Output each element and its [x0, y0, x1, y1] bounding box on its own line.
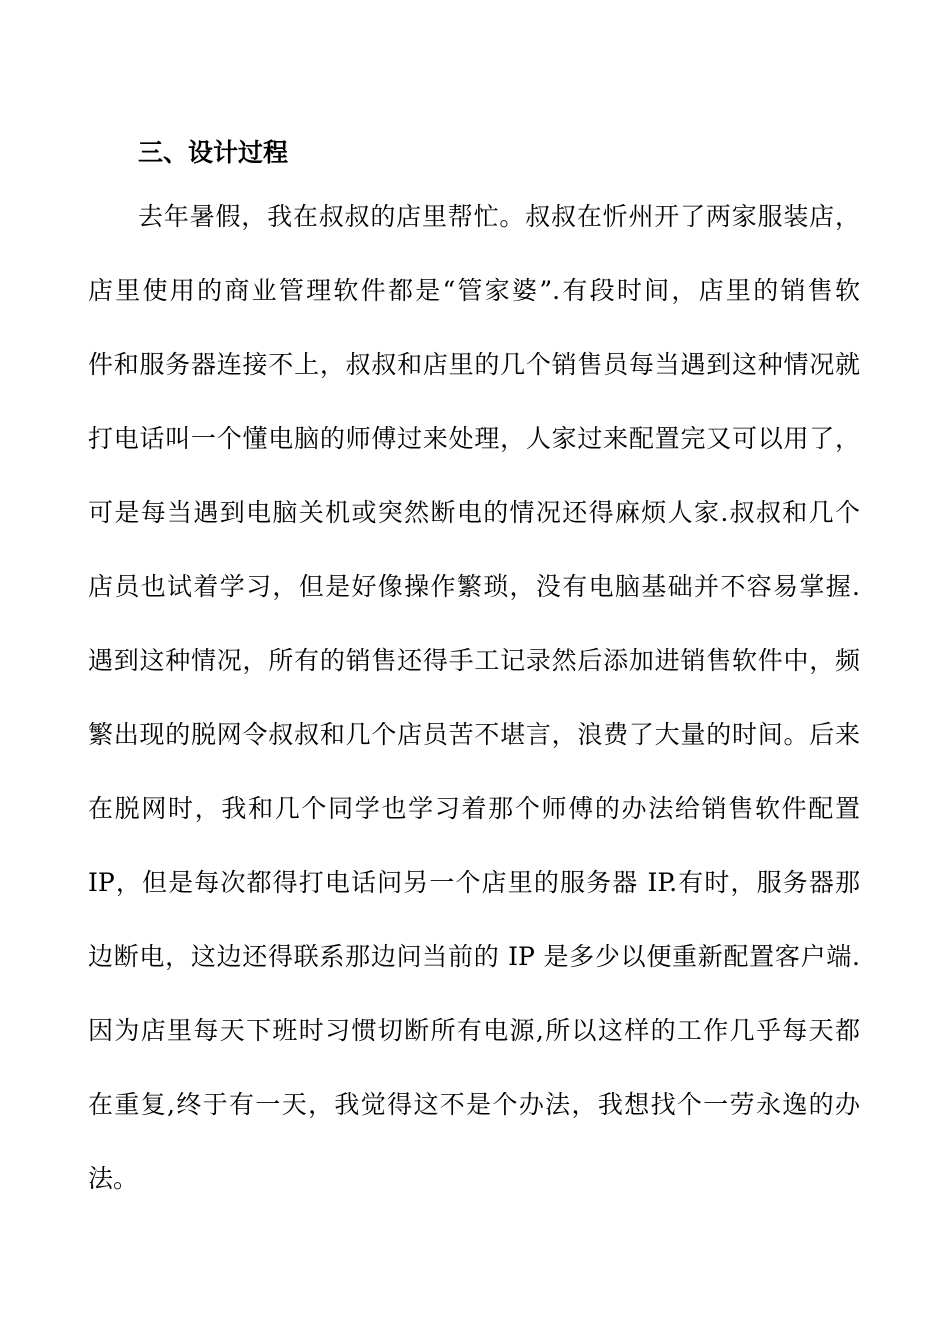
paragraph-line-2: 店里使用的商业管理软件都是“管家婆”.有段时间，店里的销售软: [88, 276, 860, 305]
paragraph-line-6: 店员也试着学习，但是好像操作繁琐，没有电脑基础并不容易掌握.: [88, 572, 860, 601]
paragraph-line-12: 因为店里每天下班时习惯切断所有电源,所以这样的工作几乎每天都: [88, 1016, 860, 1045]
paragraph-line-14: 法。: [88, 1164, 139, 1193]
paragraph-line-9: 在脱网时，我和几个同学也学习着那个师傅的办法给销售软件配置: [88, 794, 860, 823]
paragraph-line-10: IP，但是每次都得打电话问另一个店里的服务器 IP.有时，服务器那: [88, 868, 860, 897]
paragraph-line-1: 去年暑假，我在叔叔的店里帮忙。叔叔在忻州开了两家服装店，: [138, 202, 860, 231]
paragraph-line-7: 遇到这种情况，所有的销售还得手工记录然后添加进销售软件中，频: [88, 646, 860, 675]
paragraph-line-3: 件和服务器连接不上，叔叔和店里的几个销售员每当遇到这种情况就: [88, 350, 860, 379]
paragraph-line-11: 边断电，这边还得联系那边问当前的 IP 是多少以便重新配置客户端.: [88, 942, 860, 971]
section-heading: 三、设计过程: [138, 138, 289, 167]
paragraph-line-8: 繁出现的脱网令叔叔和几个店员苦不堪言，浪费了大量的时间。后来: [88, 720, 860, 749]
paragraph-line-4: 打电话叫一个懂电脑的师傅过来处理，人家过来配置完又可以用了，: [88, 424, 860, 453]
paragraph-line-5: 可是每当遇到电脑关机或突然断电的情况还得麻烦人家.叔叔和几个: [88, 498, 860, 527]
paragraph-line-13: 在重复,终于有一天，我觉得这不是个办法，我想找个一劳永逸的办: [88, 1090, 860, 1119]
